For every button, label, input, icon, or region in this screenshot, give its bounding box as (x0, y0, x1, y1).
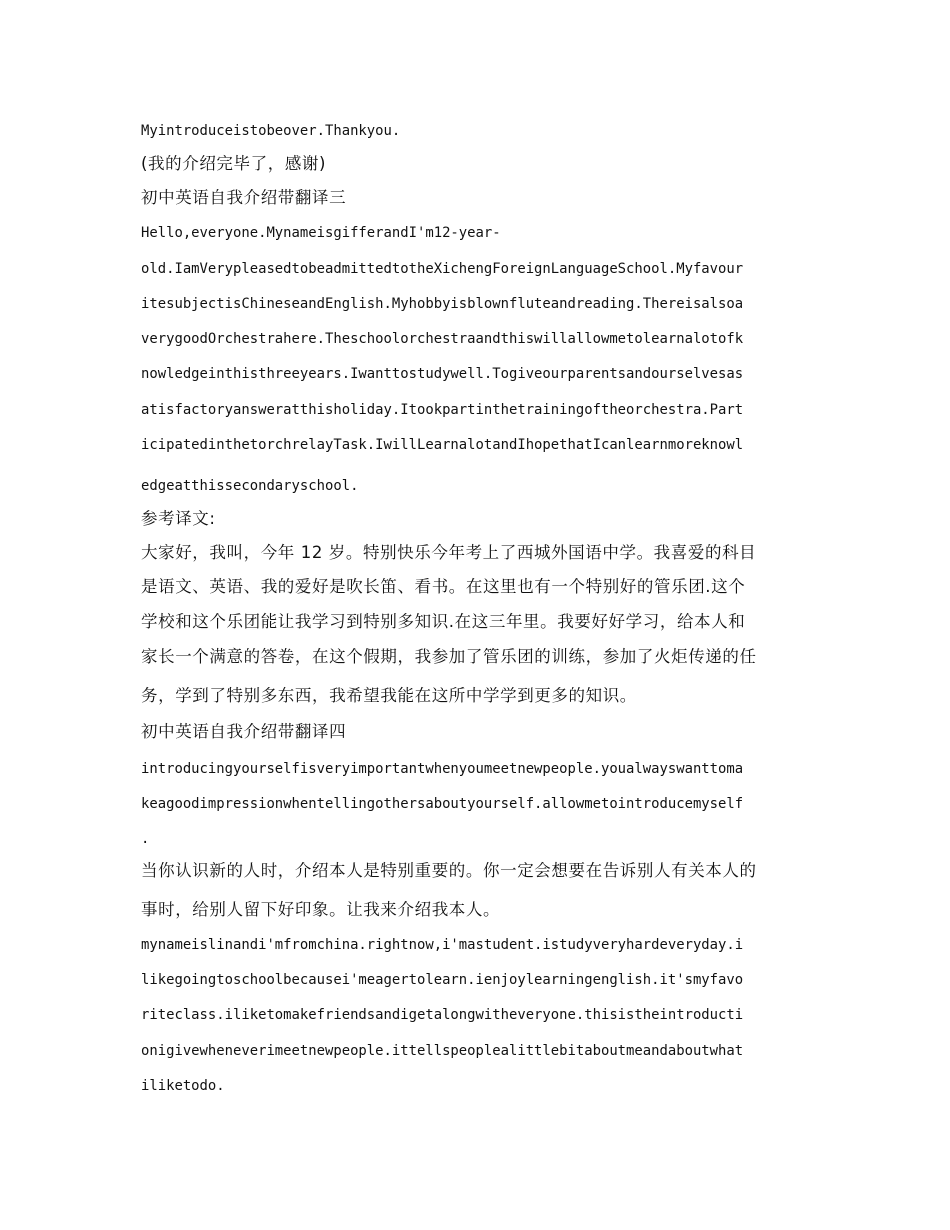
english-paragraph-line: likegoingtoschoolbecausei'meagertolearn.ienjoylearningenglish.it'smyfavo (141, 972, 744, 988)
chinese-paragraph-line: 大家好，我叫，今年 12 岁。特别快乐今年考上了西城外国语中学。我喜爱的科目 (141, 543, 757, 562)
closing-chinese-line: (我的介绍完毕了，感谢) (141, 154, 327, 173)
section-title-three: 初中英语自我介绍带翻译三 (141, 188, 347, 207)
reference-translation-label: 参考译文: (141, 509, 216, 528)
english-paragraph-line: edgeatthissecondaryschool. (141, 478, 359, 494)
english-paragraph-line: itesubjectisChineseandEnglish.Myhobbyisblownfluteandreading.Thereisalsoa (141, 296, 744, 312)
closing-english-line: Myintroduceistobeover.Thankyou. (141, 123, 401, 139)
chinese-paragraph-line: 家长一个满意的答卷，在这个假期，我参加了管乐团的训练，参加了火炬传递的任 (141, 647, 757, 666)
chinese-paragraph-line: 是语文、英语、我的爱好是吹长笛、看书。在这里也有一个特别好的管乐团.这个 (141, 577, 746, 596)
english-paragraph-line: keagoodimpressionwhentellingothersaboutyourself.allowmetointroducemyself (141, 796, 744, 812)
english-paragraph-line: . (141, 831, 150, 847)
chinese-paragraph-line: 务，学到了特别多东西，我希望我能在这所中学学到更多的知识。 (141, 686, 637, 705)
english-paragraph-line: Hello,everyone.MynameisgifferandI'm12-year- (141, 225, 501, 241)
english-paragraph-line: nowledgeinthisthreeyears.Iwanttostudywell.Togiveourparentsandourselvesas (141, 366, 744, 382)
english-paragraph-line: onigivewheneverimeetnewpeople.ittellspeoplealittlebitaboutmeandaboutwhat (141, 1043, 744, 1059)
document-page (141, 0, 813, 1230)
english-paragraph-line: verygoodOrchestrahere.Theschoolorchestraandthiswillallowmetolearnalotofk (141, 331, 744, 347)
english-paragraph-line: atisfactoryansweratthisholiday.Itookpartinthetrainingoftheorchestra.Part (141, 402, 744, 418)
chinese-paragraph-line: 事时，给别人留下好印象。让我来介绍我本人。 (141, 900, 501, 919)
english-paragraph-line: iliketodo. (141, 1078, 225, 1094)
chinese-paragraph-line: 学校和这个乐团能让我学习到特别多知识.在这三年里。我要好好学习，给本人和 (141, 612, 746, 631)
english-paragraph-line: mynameislinandi'mfromchina.rightnow,i'mastudent.istudyveryhardeveryday.i (141, 937, 744, 953)
english-paragraph-line: riteclass.iliketomakefriendsandigetalongwitheveryone.thisistheintroducti (141, 1007, 744, 1023)
english-paragraph-line: icipatedinthetorchrelayTask.IwillLearnalotandIhopethatIcanlearnmoreknowl (141, 437, 744, 453)
section-title-four: 初中英语自我介绍带翻译四 (141, 722, 347, 741)
english-paragraph-line: introducingyourselfisveryimportantwhenyoumeetnewpeople.youalwayswanttoma (141, 761, 744, 777)
english-paragraph-line: old.IamVerypleasedtobeadmittedtotheXichengForeignLanguageSchool.Myfavour (141, 261, 744, 277)
chinese-paragraph-line: 当你认识新的人时，介绍本人是特别重要的。你一定会想要在告诉别人有关本人的 (141, 861, 757, 880)
